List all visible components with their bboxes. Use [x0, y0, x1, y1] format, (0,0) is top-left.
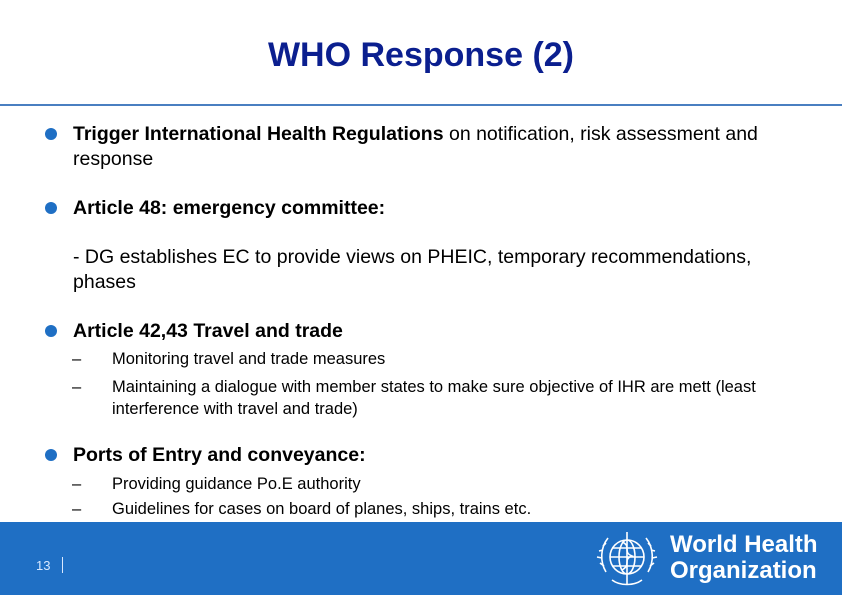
bullet-article42	[45, 319, 805, 344]
bullet-ports	[45, 443, 805, 468]
title-divider	[0, 104, 842, 106]
sub-bullet-text: Maintaining a dialogue with member states to make sure objective of IHR are mett (least interference with travel and trade)	[112, 378, 756, 418]
footer-band	[0, 522, 842, 595]
bullet-bold: Trigger International Health Regulations	[73, 123, 444, 145]
page-number: 13	[36, 558, 51, 573]
bullet-article48	[45, 196, 805, 221]
who-emblem-icon	[592, 526, 662, 592]
page-divider	[62, 557, 63, 573]
sub-bullet	[72, 473, 812, 495]
sub-bullet	[72, 498, 812, 520]
dash-icon: –	[72, 378, 82, 396]
bullet-bold: Ports of Entry and conveyance:	[73, 444, 366, 466]
bullet-text	[73, 196, 805, 221]
bullet-dot-icon	[45, 449, 57, 461]
sub-bullet	[72, 376, 812, 420]
wordmark-line2: Organization	[670, 557, 817, 584]
bullet-text	[73, 443, 805, 468]
wordmark-line1: World Health	[670, 531, 818, 558]
who-wordmark	[670, 532, 840, 584]
sub-bullet-text: Guidelines for cases on board of planes, ships, trains etc.	[112, 500, 532, 518]
article48-paragraph: - DG establishes EC to provide views on PHEIC, temporary recommendations, phases	[73, 246, 752, 293]
bullet-ihr	[45, 122, 805, 172]
bullet-dot-icon	[45, 325, 57, 337]
bullet-text	[73, 122, 805, 172]
bullet-bold: Article 48: emergency committee:	[73, 197, 386, 219]
sub-bullet-text: Providing guidance Po.E authority	[112, 475, 361, 493]
dash-icon: –	[72, 475, 82, 493]
bullet-dot-icon	[45, 202, 57, 214]
dash-icon: –	[72, 350, 82, 368]
sub-bullet-text: Monitoring travel and trade measures	[112, 350, 386, 368]
sub-bullet	[72, 348, 812, 370]
slide-title: WHO Response (2)	[267, 36, 575, 74]
bullet-bold: Article 42,43 Travel and trade	[73, 320, 343, 342]
bullet-text	[73, 319, 805, 344]
bullet-rest: on notification, risk assessment and response	[73, 123, 758, 170]
dash-icon: –	[72, 500, 82, 518]
bullet-dot-icon	[45, 128, 57, 140]
